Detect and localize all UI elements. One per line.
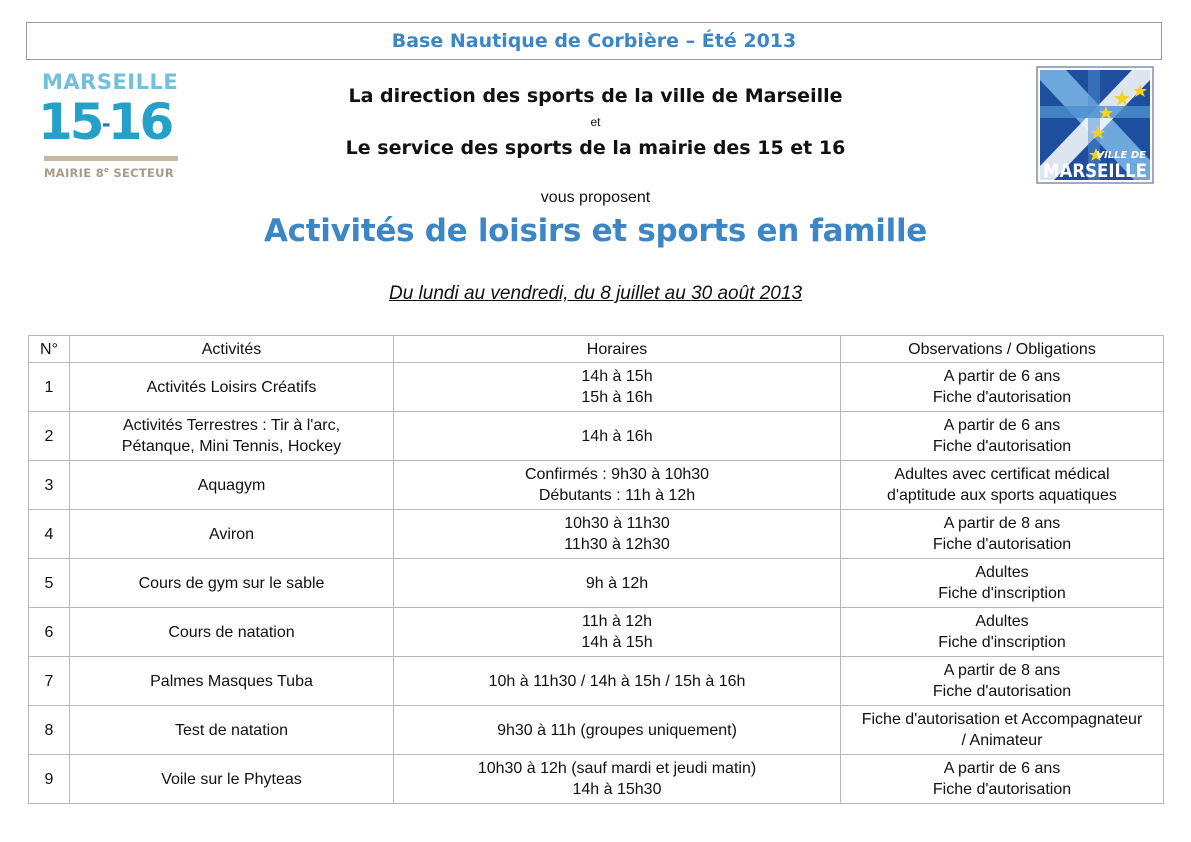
crest-line2: MARSEILLE — [1043, 160, 1147, 182]
observations-cell-line: Fiche d'autorisation — [932, 536, 1072, 553]
table-row — [29, 461, 1164, 510]
observations-cell-line: Fiche d'autorisation — [932, 438, 1072, 455]
hours-cell — [394, 755, 841, 804]
table-row — [29, 706, 1164, 755]
row-number-line: 9 — [44, 770, 54, 788]
activity-cell-line: Aviron — [208, 525, 255, 543]
observations-cell — [841, 363, 1164, 412]
observations-cell-line: Fiche d'inscription — [938, 585, 1066, 602]
heading-connector: et — [590, 115, 601, 129]
table-row — [29, 657, 1164, 706]
logo-number-separator: - — [101, 112, 108, 138]
row-number — [29, 412, 70, 461]
hours-cell — [394, 461, 841, 510]
logo-number-right: 16 — [107, 93, 172, 151]
hours-cell-line: 9h à 12h — [585, 574, 649, 592]
activity-cell-line: Cours de natation — [168, 623, 295, 641]
observations-cell — [841, 755, 1164, 804]
table-row — [29, 559, 1164, 608]
observations-cell — [841, 461, 1164, 510]
logo-subtitle-sup: e — [104, 166, 110, 175]
logo-number-left: 15 — [38, 93, 102, 151]
row-number — [29, 608, 70, 657]
heading-line-1: La direction des sports de la ville de Marseille — [348, 85, 843, 107]
table-row — [29, 755, 1164, 804]
observations-cell — [841, 657, 1164, 706]
observations-cell-line: Fiche d'autorisation et Accompagnateur — [861, 711, 1143, 728]
observations-cell — [841, 608, 1164, 657]
observations-cell-line: A partir de 6 ans — [943, 417, 1061, 434]
activity-cell — [70, 657, 394, 706]
row-number-line: 2 — [44, 427, 54, 445]
table-row — [29, 363, 1164, 412]
activity-cell — [70, 608, 394, 657]
page-title: Activités de loisirs et sports en famille — [263, 213, 928, 249]
hours-cell-line: 11h à 12h — [582, 613, 652, 630]
observations-cell — [841, 412, 1164, 461]
activity-cell — [70, 510, 394, 559]
row-number — [29, 559, 70, 608]
date-range: Du lundi au vendredi, du 8 juillet au 30 août 2013 — [388, 283, 803, 304]
logo-subtitle-start: MAIRIE 8 — [44, 166, 105, 180]
header-hours: Horaires — [394, 336, 841, 363]
header-observations: Observations / Obligations — [841, 336, 1164, 363]
activity-cell-line: Aquagym — [197, 476, 266, 494]
heading-line-2: Le service des sports de la mairie des 15 et 16 — [345, 137, 846, 159]
crest-line1: VILLE DE — [1096, 150, 1146, 161]
logo-subtitle-end: SECTEUR — [109, 166, 174, 180]
row-number — [29, 706, 70, 755]
hours-cell — [394, 706, 841, 755]
activity-cell — [70, 363, 394, 412]
observations-cell — [841, 706, 1164, 755]
row-number — [29, 657, 70, 706]
observations-cell — [841, 510, 1164, 559]
observations-cell-line: Fiche d'autorisation — [932, 781, 1072, 798]
row-number-line: 7 — [44, 672, 54, 690]
hours-cell-line: Débutants : 11h à 12h — [538, 487, 696, 504]
activity-cell-line: Activités Loisirs Créatifs — [146, 378, 317, 396]
observations-cell-line: A partir de 6 ans — [943, 368, 1061, 385]
header-banner: Base Nautique de Corbière – Été 2013 — [26, 22, 1162, 60]
observations-cell — [841, 559, 1164, 608]
observations-cell-line: Adultes avec certificat médical — [894, 466, 1110, 483]
activity-cell — [70, 412, 394, 461]
hours-cell-line: 9h30 à 11h (groupes uniquement) — [497, 721, 737, 739]
row-number — [29, 510, 70, 559]
observations-cell-line: d'aptitude aux sports aquatiques — [887, 487, 1117, 504]
row-number — [29, 755, 70, 804]
activity-cell-line: Pétanque, Mini Tennis, Hockey — [121, 438, 342, 455]
row-number-line: 6 — [44, 623, 54, 641]
activity-cell — [70, 706, 394, 755]
activity-cell — [70, 461, 394, 510]
hours-cell-line: 10h à 11h30 / 14h à 15h / 15h à 16h — [488, 672, 746, 690]
row-number — [29, 363, 70, 412]
hours-cell-line: 14h à 15h — [581, 634, 653, 651]
table-row — [29, 412, 1164, 461]
hours-cell — [394, 363, 841, 412]
hours-cell-line: 15h à 16h — [581, 389, 653, 406]
row-number-line: 8 — [44, 721, 54, 739]
hours-cell — [394, 412, 841, 461]
row-number-line: 4 — [44, 525, 54, 543]
row-number-line: 1 — [44, 378, 54, 396]
hours-cell-line: 10h30 à 12h (sauf mardi et jeudi matin) — [477, 760, 757, 777]
observations-cell-line: / Animateur — [961, 732, 1043, 749]
activity-cell-line: Test de natation — [175, 721, 288, 739]
observations-cell-line: A partir de 8 ans — [943, 662, 1061, 679]
header-activities: Activités — [70, 336, 394, 363]
observations-cell-line: Fiche d'inscription — [938, 634, 1066, 651]
hours-cell — [394, 608, 841, 657]
hours-cell — [394, 657, 841, 706]
observations-cell-line: Adultes — [975, 564, 1029, 581]
activity-cell-line: Palmes Masques Tuba — [150, 672, 313, 690]
logo-city-name: MARSEILLE — [42, 70, 179, 94]
activity-cell — [70, 559, 394, 608]
logo-subtitle — [44, 166, 174, 180]
row-number-line: 5 — [44, 574, 54, 592]
observations-cell-line: Fiche d'autorisation — [932, 683, 1072, 700]
table-row — [29, 608, 1164, 657]
hours-cell — [394, 510, 841, 559]
heading-propose: vous proposent — [540, 189, 651, 206]
observations-cell-line: Fiche d'autorisation — [932, 389, 1072, 406]
table-header-row — [29, 336, 1164, 363]
header-number: N° — [29, 336, 70, 363]
activity-cell — [70, 755, 394, 804]
hours-cell-line: 11h30 à 12h30 — [564, 536, 670, 553]
hours-cell-line: 10h30 à 11h30 — [564, 515, 670, 532]
observations-cell-line: Adultes — [975, 613, 1029, 630]
activities-table — [28, 335, 1164, 804]
row-number — [29, 461, 70, 510]
activity-cell-line: Activités Terrestres : Tir à l'arc, — [122, 417, 341, 434]
hours-cell-line: 14h à 15h — [581, 368, 653, 385]
hours-cell-line: 14h à 15h30 — [572, 781, 662, 798]
activity-cell-line: Cours de gym sur le sable — [138, 574, 325, 592]
activity-cell-line: Voile sur le Phyteas — [161, 770, 302, 788]
hours-cell-line: Confirmés : 9h30 à 10h30 — [524, 466, 710, 483]
hours-cell — [394, 559, 841, 608]
table-row — [29, 510, 1164, 559]
observations-cell-line: A partir de 8 ans — [943, 515, 1061, 532]
row-number-line: 3 — [44, 476, 54, 494]
hours-cell-line: 14h à 16h — [581, 427, 653, 445]
observations-cell-line: A partir de 6 ans — [943, 760, 1061, 777]
